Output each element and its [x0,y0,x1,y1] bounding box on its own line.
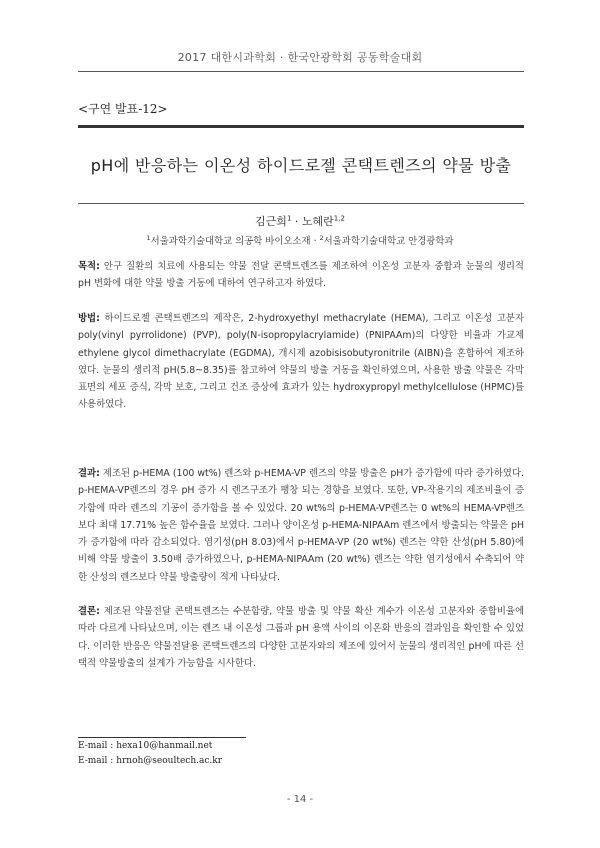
affiliation-mark: 2 [319,233,324,242]
author-name: 노혜란 [301,215,334,228]
section-label: 방법: [78,313,100,324]
footnote-email: E-mail : hexa10@hanmail.net [78,741,213,751]
section-label: 결론: [78,606,100,617]
page-number: - 14 - [286,794,314,805]
section-text: 제조된 약물전달 콘택트렌즈는 수분함량, 약물 방출 및 약물 확산 계수가 이온성 고분자와 중합비율에 따라 다르게 나타났으며, 이는 렌즈 내 이온성 그룹과 pH 용액 사이의 이온화 반응의 결과임을 확인할 수 있었다. 이러한 반응은 약물전달용 콘택트렌즈의 다양한 고분자와의 제조에 있어서 눈물의 생리적인 pH에 따른 선택적 약물방출의 설계가 가능함을 시사한다. [78,606,524,669]
affiliation-text: 서울과학기술대학교 안경광학과 [323,236,454,247]
affiliation-text: 서울과학기술대학교 의공학 바이오소재 · [150,236,320,247]
author-line [0,213,600,229]
section-conclusion [78,603,524,672]
affiliation-mark: 1 [146,233,151,242]
author-affiliation-mark: 1 [286,214,292,223]
footnote-email: E-mail : hrnoh@seoultech.ac.kr [78,756,222,766]
author-name: 김근희 [255,215,287,228]
conference-header: 2017 대한시과학회 · 한국안광학회 공동학술대회 [177,51,423,64]
section-purpose [78,258,524,293]
paper-title: pH에 반응하는 이온성 하이드로젤 콘택트렌즈의 약물 방출 [90,156,512,175]
author-separator: · [291,215,302,228]
section-text: 하이드로젤 콘택트렌즈의 제작은, 2-hydroxyethyl methacrylate (HEMA), 그리고 이온성 고분자 poly(vinyl pyrrolidone) (PVP), poly(N-isopropylacrylamide) (PNIPAAm)의 다양한 비율과 가교제 ethylene glycol dimethacrylate (EGDMA), 개시제 azobisisobutyronitrile (AIBN)을 혼합하여 제조하였다. 눈물의 생리적 pH(5.8~8.35)를 참고하여 약물의 방출 거동을 확인하였으며, 사용한 방출 약물은 각막표면의 세포 증식, 각막 보호, 그리고 건조 증상에 효과가 있는 hydroxypropyl methylcellulose (HPMC)를 사용하였다. [78,313,524,411]
section-label: 목적: [78,261,100,272]
session-label: <구연 발표-12> [78,102,168,116]
title-box [78,125,524,204]
section-results [78,465,524,586]
header-divider [78,71,524,72]
section-text: 안구 질환의 치료에 사용되는 약물 전달 콘택트렌즈를 제조하여 이온성 고분자 중합과 눈물의 생리적 pH 변화에 대한 약물 방출 거동에 대하여 연구하고자 하였다. [78,261,524,290]
author-affiliation-mark: 1,2 [333,214,345,223]
section-label: 결과: [78,468,100,479]
section-methods [78,310,524,414]
section-text: 제조된 p-HEMA (100 wt%) 렌즈와 p-HEMA-VP 렌즈의 약물 방출은 pH가 증가함에 따라 증가하였다. p-HEMA-VP렌즈의 경우 pH 증가 시 렌즈구조가 팽창 되는 경향을 보였다. 또한, VP-작용기의 제조비율이 증가함에 따라 렌즈의 기공이 증가함을 볼 수 있었다. 20 wt%의 p-HEMA-VP렌즈는 0 wt%의 HEMA-VP렌즈보다 최대 17.71% 높은 함수율을 보였다. 그러나 양이온성 p-HEMA-NIPAAm 렌즈에서 방출되는 약물은 pH가 증가함에 따라 감소되었다. 염기성(pH 8.03)에서 p-HEMA-VP (20 wt%) 렌즈는 약한 산성(pH 5.80)에 비해 약물 방출이 3.50배 증가하였으나, p-HEMA-NIPAAm (20 wt%) 렌즈는 약한 염기성에서 수축되어 약한 산성의 렌즈보다 약물 방출량이 적게 나타났다. [78,468,524,583]
footnote-divider [78,737,246,738]
affiliation-line [0,233,600,247]
